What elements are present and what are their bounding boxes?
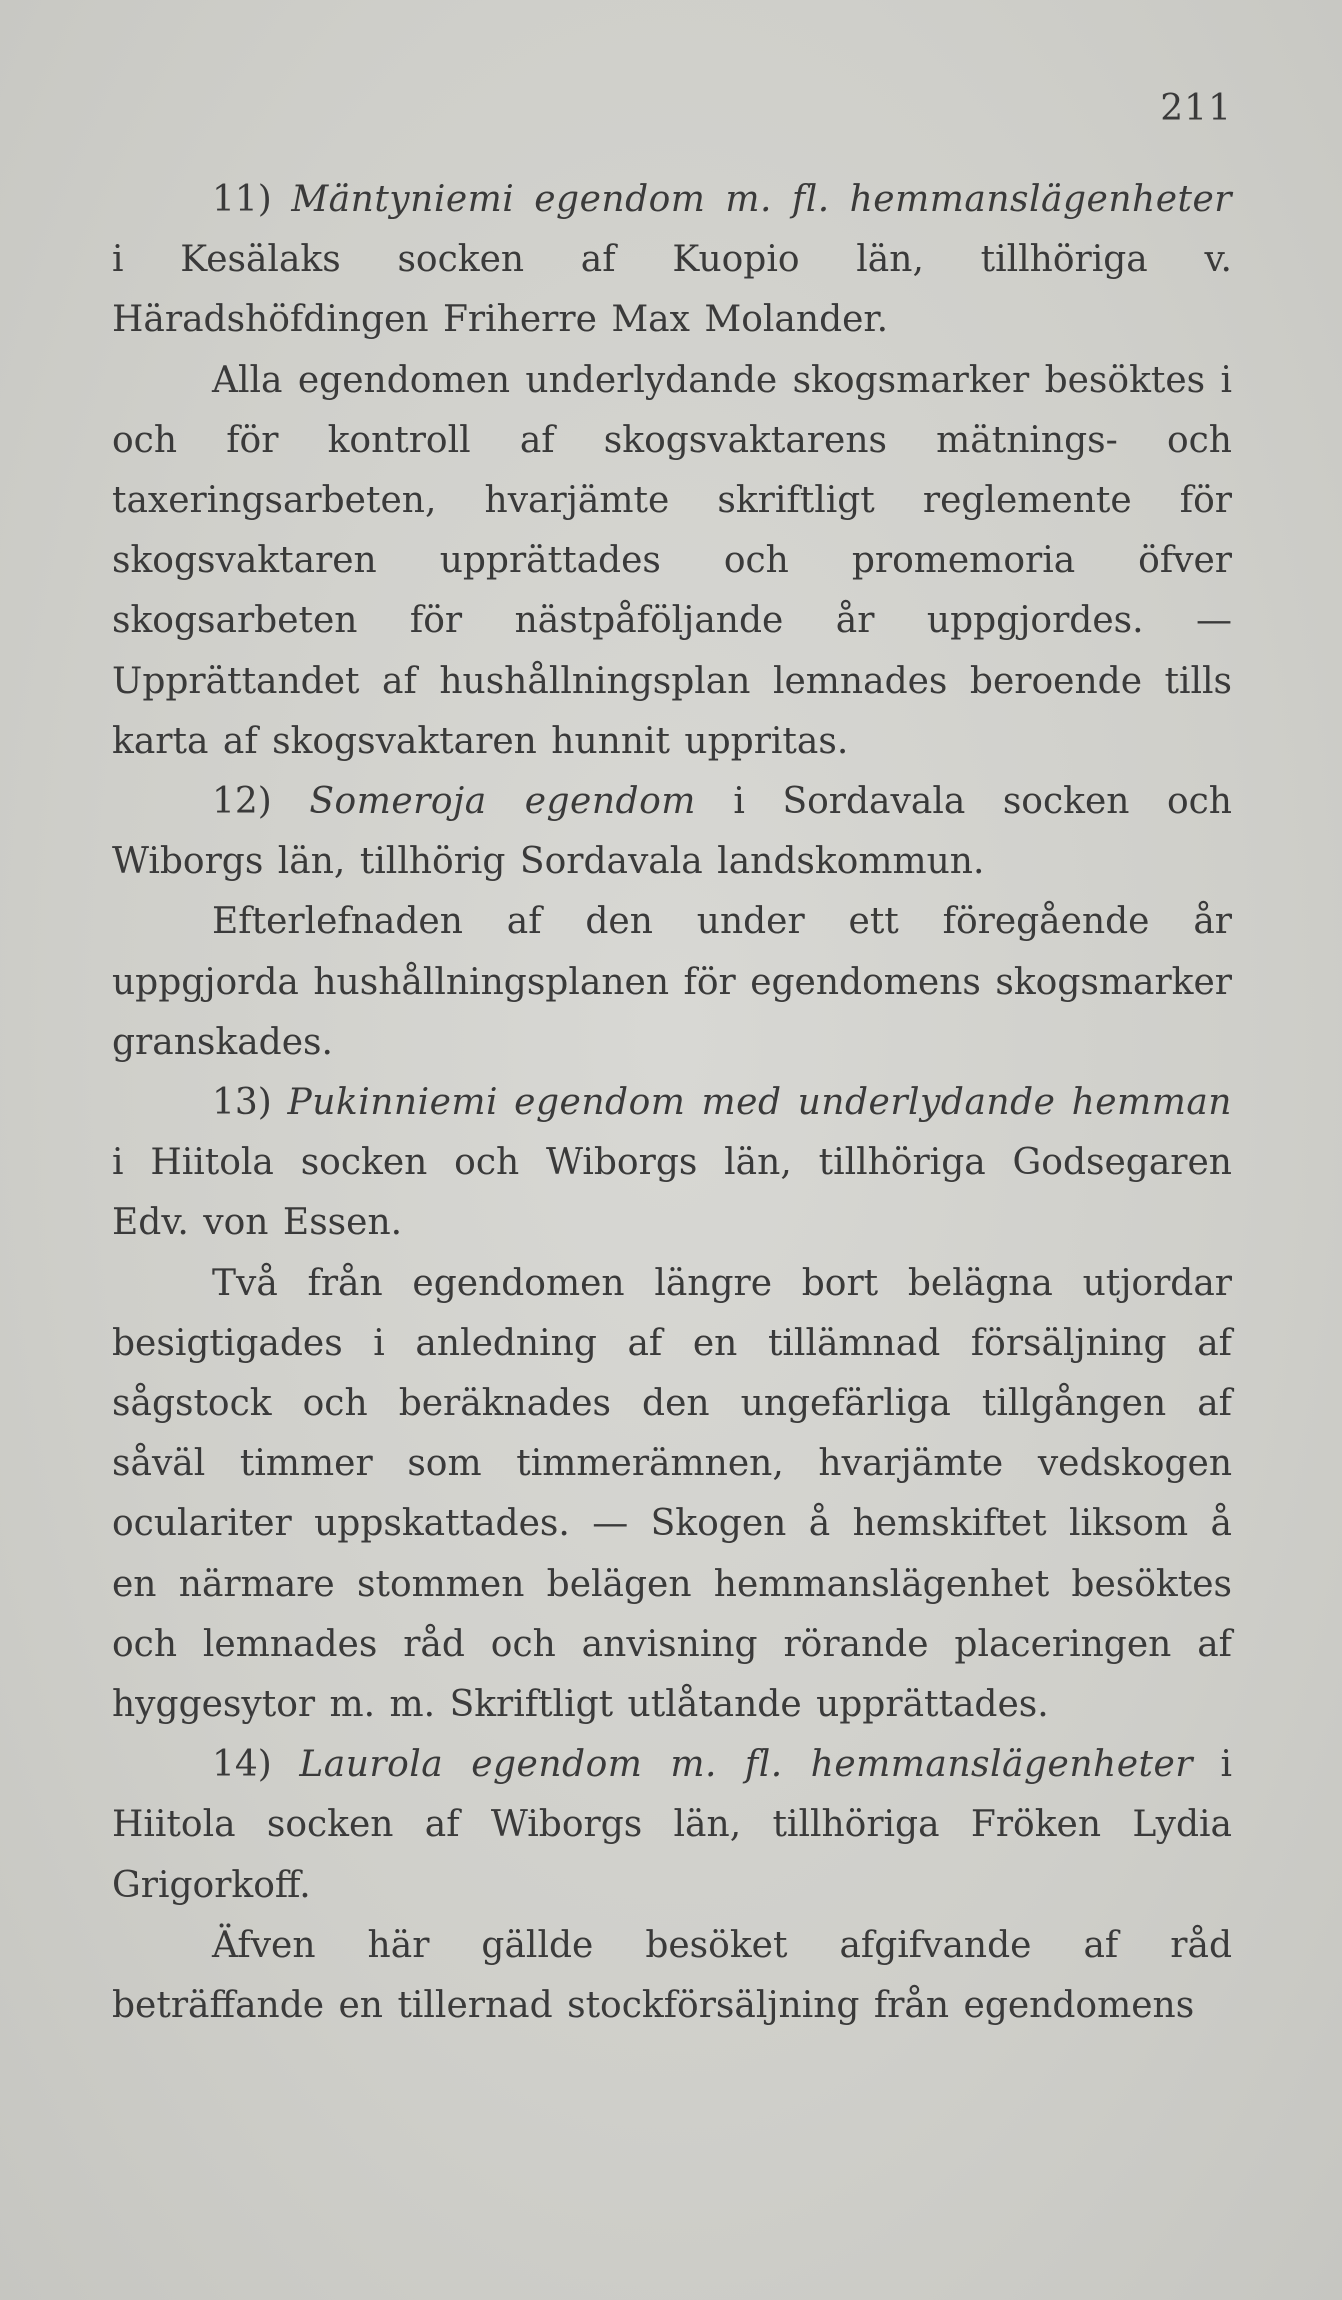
entry-number: 14) [212, 1744, 272, 1786]
page-number: 211 [1160, 88, 1232, 129]
entry-12 [112, 772, 1232, 892]
entry-paragraph: Äfven här gällde besöket afgifvande af råd beträffande en tillernad stockförsäljning från egendomens [112, 1924, 1232, 2027]
entry-text: i Hiitola socken af Wiborgs län, tillhöriga Fröken Lydia Grigorkoff. [112, 1744, 1232, 1906]
entry-paragraph: Två från egendomen längre bort belägna utjordar besigtigades i anledning af en tillämnad försäljning af sågstock och beräknades den ungefärliga tillgången af såväl timmer som timmerämnen, hvarjämte vedskogen oculariter uppskattades. — Skogen å hemskiftet liksom å en närmare stommen belägen hemmanslägenhet besöktes och lemnades råd och anvisning rörande placeringen af hyggesytor m. m. Skriftligt utlåtande upprättades. [112, 1262, 1232, 1726]
page-text [112, 170, 1232, 2036]
entry-title: Someroja egendom [309, 781, 696, 823]
entry-title: Pukinniemi egendom med underlydande hemman [287, 1082, 1232, 1124]
entry-number: 13) [212, 1082, 272, 1124]
entry-number: 12) [212, 781, 272, 823]
entry-text: i Kesälaks socken af Kuopio län, tillhöriga v. Häradshöfdingen Friherre Max Molander. [112, 239, 1232, 341]
entry-number: 11) [212, 179, 272, 220]
entry-13 [112, 1073, 1232, 1254]
entry-title: Mäntyniemi egendom m. fl. hemmanslägenheter [291, 179, 1232, 220]
entry-title: Laurola egendom m. fl. hemmanslägenheter [299, 1744, 1194, 1786]
entry-paragraph: Alla egendomen underlydande skogsmarker besöktes i och för kontroll af skogsvaktarens mätnings- och taxeringsarbeten, hvarjämte skriftligt reglemente för skogsvaktaren upprättades och promemoria öfver skogsarbeten för nästpåföljande år uppgjordes. — Upprättandet af hushållningsplan lemnades beroende tills karta af skogsvaktaren hunnit uppritas. [112, 359, 1232, 762]
entry-11 [112, 170, 1232, 351]
entry-text: i Sordavala socken och Wiborgs län, tillhörig Sordavala landskommun. [112, 781, 1232, 883]
entry-14 [112, 1735, 1232, 1916]
entry-paragraph: Efterlefnaden af den under ett föregående år uppgjorda hushållningsplanen för egendomens skogsmarker granskades. [112, 901, 1232, 1063]
entry-text: i Hiitola socken och Wiborgs län, tillhöriga Godsegaren Edv. von Essen. [112, 1142, 1232, 1244]
